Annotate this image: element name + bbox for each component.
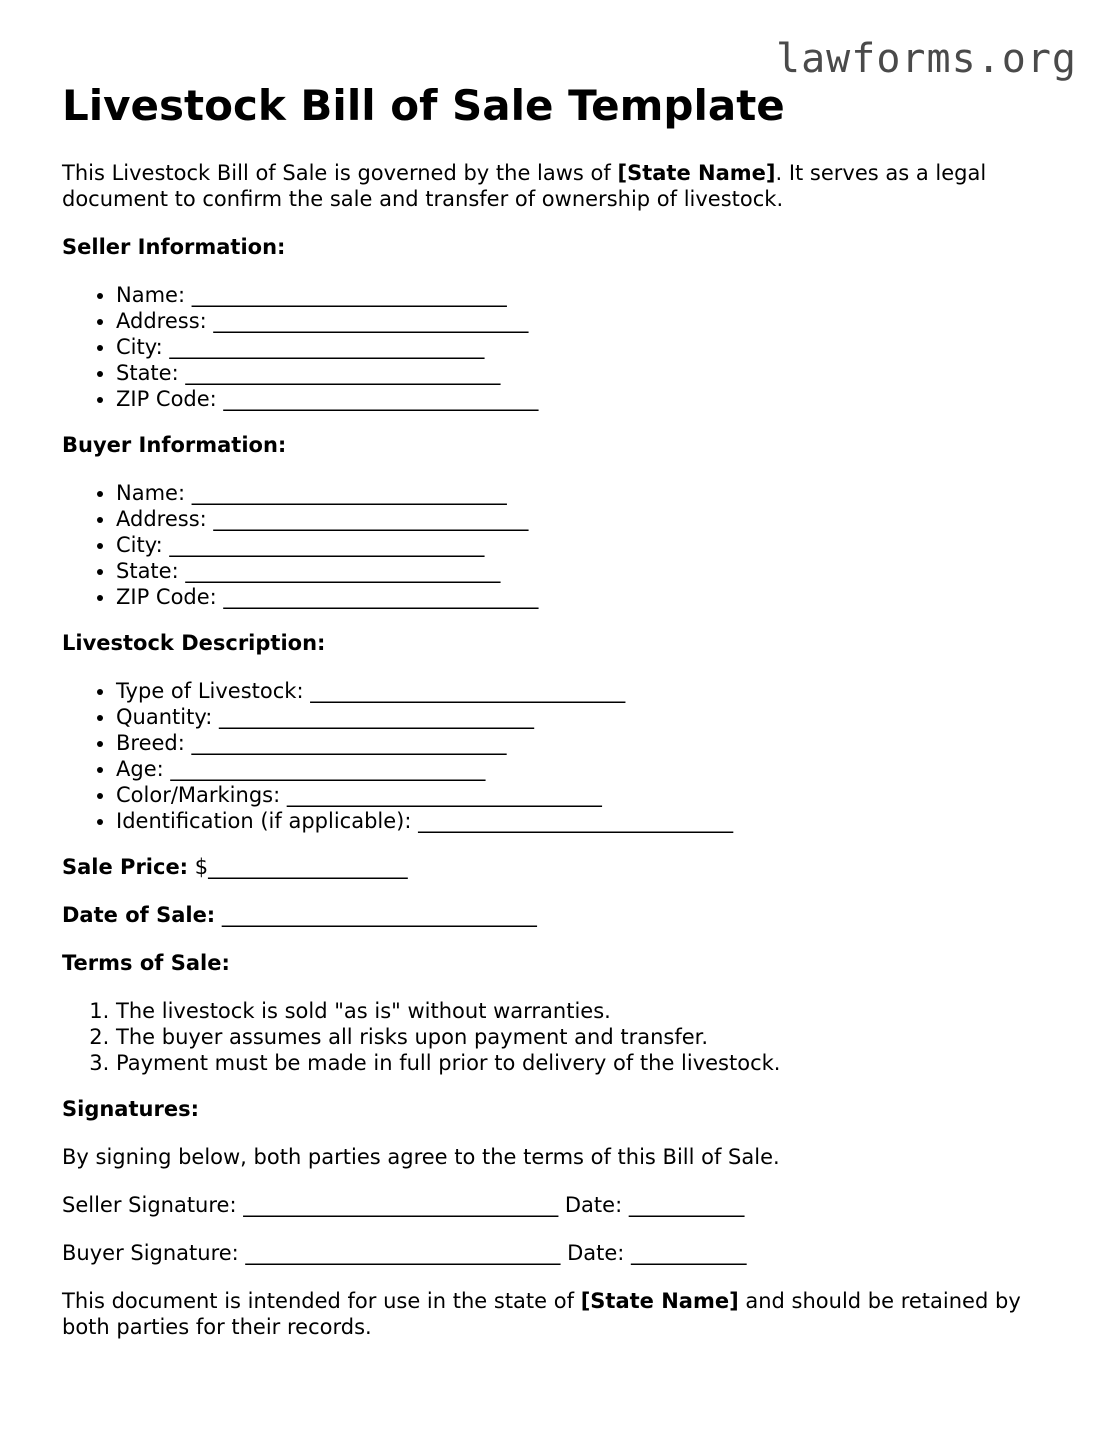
seller-state-field[interactable]: • State: ______________________________ [116,360,1047,386]
buyer-city-field[interactable]: • City: ______________________________ [116,532,1047,558]
livestock-fields-list [62,678,1047,834]
term-item: 2. The buyer assumes all risks upon payment and transfer. [116,1024,1047,1050]
buyer-name-field[interactable]: • Name: ______________________________ [116,480,1047,506]
lawforms-watermark: lawforms.org [776,36,1077,82]
buyer-state-field[interactable]: • State: ______________________________ [116,558,1047,584]
document-title: Livestock Bill of Sale Template [62,81,785,130]
sale-price-label: Sale Price: [62,855,189,879]
livestock-breed-field[interactable]: • Breed: ______________________________ [116,730,1047,756]
intro-text-after: . It serves as a legal document to confirm the sale and transfer of ownership of livestock. [62,161,987,211]
seller-city-field[interactable]: • City: ______________________________ [116,334,1047,360]
document-body [62,80,1047,1362]
seller-signature-line[interactable]: Seller Signature: ______________________________ Date: ___________ [62,1193,745,1217]
closing-text-before: This document is intended for use in the state of [62,1289,581,1313]
livestock-identification-field[interactable]: • Identification (if applicable): ______________________________ [116,808,1047,834]
buyer-address-field[interactable]: • Address: ______________________________ [116,506,1047,532]
closing-text-after: and should be retained by both parties for their records. [62,1289,1021,1339]
livestock-type-field[interactable]: • Type of Livestock: ______________________________ [116,678,1047,704]
sale-price-blank[interactable]: $___________________ [188,855,408,879]
livestock-age-field[interactable]: • Age: ______________________________ [116,756,1047,782]
signatures-heading: Signatures: [62,1097,199,1121]
buyer-zip-field[interactable]: • ZIP Code: ______________________________ [116,584,1047,610]
terms-heading: Terms of Sale: [62,951,230,975]
buyer-heading: Buyer Information: [62,433,287,457]
date-of-sale-blank[interactable]: ______________________________ [215,903,537,927]
terms-list [62,998,1047,1076]
intro-text-before: This Livestock Bill of Sale is governed by the laws of [62,161,618,185]
seller-heading: Seller Information: [62,235,286,259]
livestock-quantity-field[interactable]: • Quantity: ______________________________ [116,704,1047,730]
sale-price-line[interactable] [62,854,1047,880]
signatures-statement: By signing below, both parties agree to the terms of this Bill of Sale. [62,1145,780,1169]
seller-zip-field[interactable]: • ZIP Code: ______________________________ [116,386,1047,412]
livestock-color-markings-field[interactable]: • Color/Markings: ______________________________ [116,782,1047,808]
term-item: 1. The livestock is sold "as is" without warranties. [116,998,1047,1024]
date-of-sale-line[interactable] [62,902,1047,928]
seller-fields-list [62,282,1047,412]
date-of-sale-label: Date of Sale: [62,903,216,927]
closing-paragraph [62,1288,1047,1340]
buyer-signature-line[interactable]: Buyer Signature: ______________________________ Date: ___________ [62,1241,747,1265]
closing-state-placeholder: [State Name] [580,1289,739,1313]
livestock-heading: Livestock Description: [62,631,326,655]
seller-name-field[interactable]: • Name: ______________________________ [116,282,1047,308]
seller-address-field[interactable]: • Address: ______________________________ [116,308,1047,334]
term-item: 3. Payment must be made in full prior to delivery of the livestock. [116,1050,1047,1076]
intro-state-placeholder: [State Name] [617,161,776,185]
buyer-fields-list [62,480,1047,610]
intro-paragraph [62,160,1047,212]
